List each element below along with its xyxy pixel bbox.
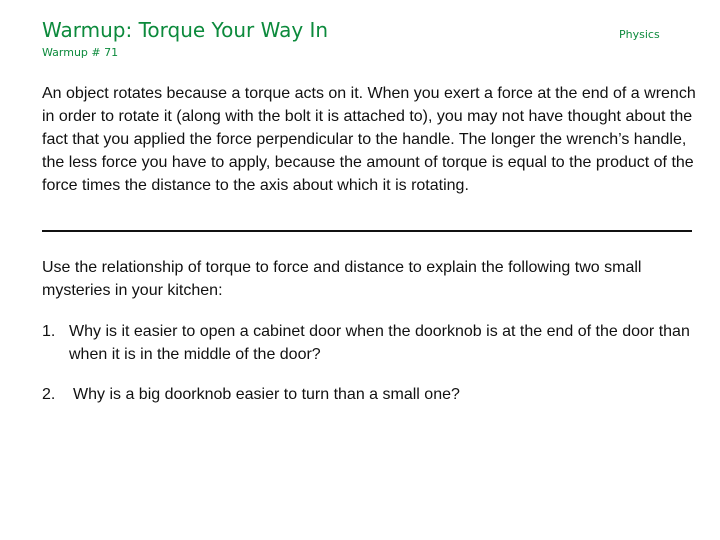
page-title: Warmup: Torque Your Way In: [42, 18, 329, 42]
subject-label: Physics: [619, 28, 660, 41]
question-number: 2.: [42, 386, 56, 403]
question-number: 1.: [42, 323, 56, 340]
question-list-1: [42, 320, 702, 366]
question-item: [42, 383, 702, 406]
prompt-paragraph: Use the relationship of torque to force and distance to explain the following two small mysteries in your kitchen:: [42, 259, 642, 299]
divider-line: [42, 230, 692, 232]
intro-paragraph: An object rotates because a torque acts on it. When you exert a force at the end of a wrench in order to rotate it (along with the bolt it is attached to), you may not have thought about the fact that you applied the force perpendicular to the handle. The longer the wrench’s handle, the less force you have to apply, because the amount of torque is equal to the product of the force times the distance to the axis about which it is rotating.: [42, 85, 696, 194]
question-item: [42, 320, 702, 366]
question-list-2: [42, 383, 702, 406]
question-text: Why is it easier to open a cabinet door when the doorknob is at the end of the door than when it is in the middle of the door?: [69, 323, 690, 363]
question-text: Why is a big doorknob easier to turn than a small one?: [73, 386, 460, 403]
warmup-number: Warmup # 71: [42, 46, 119, 59]
